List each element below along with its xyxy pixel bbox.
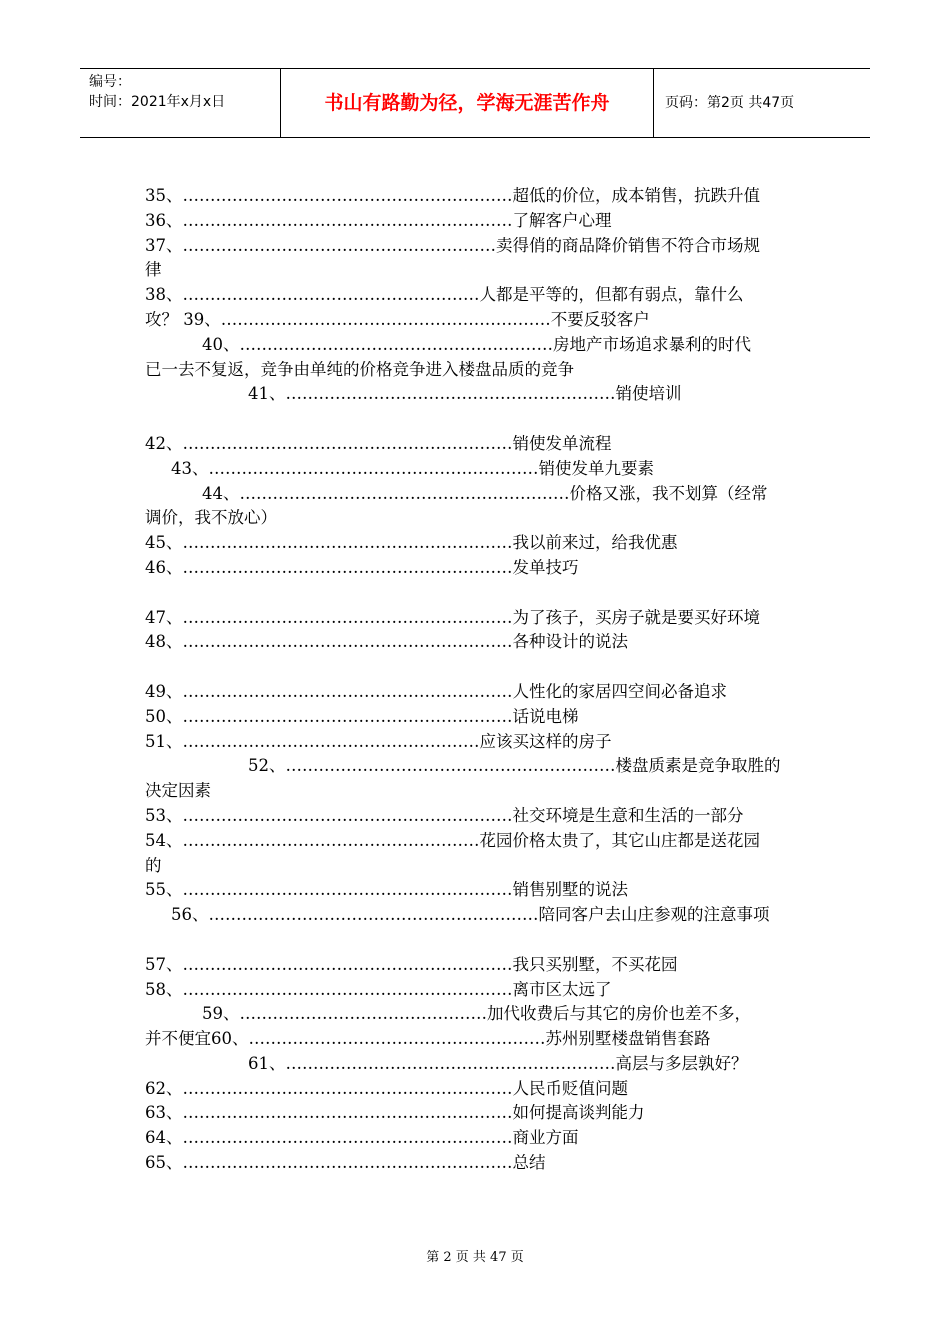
blank-line <box>145 655 810 680</box>
toc-line: 57、……………………………………………………我只买别墅，不买花园 <box>145 954 678 974</box>
toc-line: 42、……………………………………………………销使发单流程 <box>145 433 612 453</box>
toc-line: 36、……………………………………………………了解客户心理 <box>145 210 612 230</box>
toc-line: 40、…………………………………………………房地产市场追求暴利的时代 <box>202 334 751 354</box>
blank-line <box>145 928 810 953</box>
toc-line: 58、……………………………………………………离市区太远了 <box>145 979 612 999</box>
page-header <box>80 68 870 138</box>
toc-line: 决定因素 <box>145 781 211 801</box>
toc-line: 50、……………………………………………………话说电梯 <box>145 706 579 726</box>
toc-line: 37、…………………………………………………卖得俏的商品降价销售不符合市场规 <box>145 235 760 255</box>
blank-line <box>145 407 810 432</box>
toc-line: 45、……………………………………………………我以前来过，给我优惠 <box>145 533 678 553</box>
toc-line: 49、……………………………………………………人性化的家居四空间必备追求 <box>145 681 727 701</box>
toc-line: 64、……………………………………………………商业方面 <box>145 1128 579 1148</box>
toc-line: 的 <box>145 855 162 875</box>
toc-line: 35、……………………………………………………超低的价位，成本销售，抗跌升值 <box>145 186 760 205</box>
toc-line: 65、……………………………………………………总结 <box>145 1153 546 1173</box>
toc-line: 48、……………………………………………………各种设计的说法 <box>145 632 628 652</box>
header-motto-cell <box>280 69 654 137</box>
toc-line: 61、……………………………………………………高层与多层孰好？ <box>248 1053 748 1073</box>
toc-line: 44、……………………………………………………价格又涨，我不划算（经常 <box>202 483 768 503</box>
toc-line: 46、……………………………………………………发单技巧 <box>145 557 579 577</box>
toc-line: 41、……………………………………………………销使培训 <box>248 384 682 404</box>
toc-line: 56、……………………………………………………陪同客户去山庄参观的注意事项 <box>171 905 770 925</box>
number-label: 编号： <box>89 74 131 90</box>
toc-line: 54、………………………………………………花园价格太贵了，其它山庄都是送花园 <box>145 830 760 850</box>
header-meta <box>80 69 280 137</box>
toc-line: 攻？ 39、……………………………………………………不要反驳客户 <box>145 309 650 329</box>
motto-text: 书山有路勤为径，学海无涯苦作舟 <box>324 92 610 114</box>
toc-line: 38、………………………………………………人都是平等的，但都有弱点，靠什么 <box>145 285 744 305</box>
toc-line: 53、……………………………………………………社交环境是生意和生活的一部分 <box>145 805 744 825</box>
toc-line: 55、……………………………………………………销售别墅的说法 <box>145 880 628 900</box>
toc-line: 已一去不复返，竞争由单纯的价格竞争进入楼盘品质的竞争 <box>145 359 574 379</box>
toc-line: 47、……………………………………………………为了孩子，买房子就是要买好环境 <box>145 607 760 627</box>
toc-line: 59、………………………………………加代收费后与其它的房价也差不多， <box>202 1004 751 1024</box>
toc-line: 并不便宜60、………………………………………………苏州别墅楼盘销售套路 <box>145 1029 711 1049</box>
toc-line: 调价，我不放心） <box>145 508 277 528</box>
page-footer: 第 2 页 共 47 页 <box>426 1250 524 1265</box>
toc-line: 51、………………………………………………应该买这样的房子 <box>145 731 612 751</box>
toc-list <box>145 184 810 1176</box>
toc-line: 63、……………………………………………………如何提高谈判能力 <box>145 1103 645 1123</box>
blank-line <box>145 581 810 606</box>
time-label: 时间：2021年x月x日 <box>89 94 226 110</box>
toc-line: 52、……………………………………………………楼盘质素是竞争取胜的 <box>248 756 781 776</box>
toc-line: 62、……………………………………………………人民币贬值问题 <box>145 1078 628 1098</box>
page-info: 页码：第2页 共47页 <box>665 95 795 111</box>
toc-line: 律 <box>145 260 162 280</box>
toc-line: 43、……………………………………………………销使发单九要素 <box>171 458 654 478</box>
header-page-cell <box>653 69 870 137</box>
